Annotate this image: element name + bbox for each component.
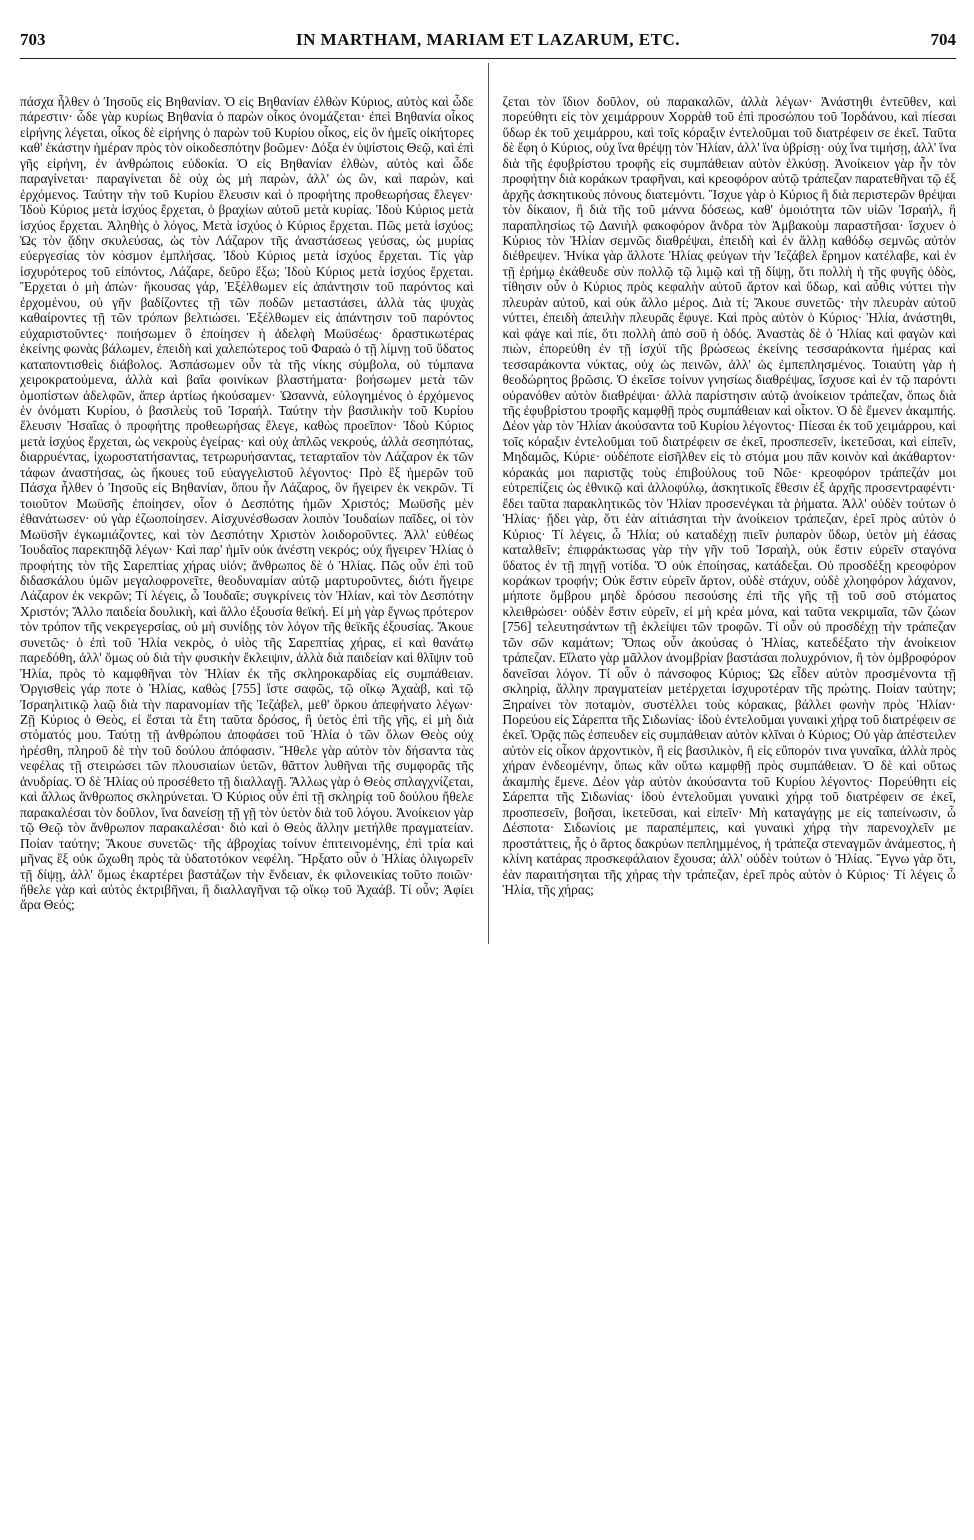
left-page-number: 703 <box>20 30 46 49</box>
right-column-text: ζεται τὸν ἴδιον δοῦλον, οὐ παρακαλῶν, ἀλλὰ λέγων· Ἀνάστηθι ἐντεῦθεν, καὶ πορεύθητι εἰς τὸν χειμάρρουν Χορρὰθ τοῦ ἐπὶ προσώπου τοῦ Ἰορδάνου, καὶ πίεσαι ὕδωρ ἐκ τοῦ χειμάρρου, καὶ τοῖς κόραξιν ἐντελοῦμαι τοῦ διατρέφειν σε ἐκεῖ. Ταῦτα δὲ ἔφη ὁ Κύριος, οὐχ ἵνα θρέψῃ τὸν Ἠλίαν, ἀλλ' ἵνα ὑβρίσῃ· οὐχ ἵνα τιμήσῃ, ἀλλ' ἵνα διὰ τῆς ἐφυβρίστου τροφῆς εἰς συμπάθειαν αὐτὸν ἑλκύσῃ. Ἀνοίκειον γὰρ ἦν τὸν προφήτην διὰ κοράκων τραφῆναι, καὶ κρεοφόρον αὐτῷ τράπεζαν παρατεθῆναι τῷ ἐξ ἀρχῆς ἀσκητικοὺς πόνους διατεμόντι. Ἴσχυε γὰρ ὁ Κύριος ἢ διὰ περιστερῶν θρέψαι τὸν δίκαιον, ἢ διὰ τῆς τοῦ μάννα δόσεως, καθ' ὁμοιότητα τῶν υἱῶν Ἰσραήλ, ἢ παραπλησίως τῷ Δανιὴλ φακοφόρον ἄνδρα τὸν Ἀμβακοὺμ παραστῆσαι· ἴσχυεν ὁ Κύριος τὸν Ἠλίαν σεμνῶς διαθρέψαι, ἐπειδὴ καὶ ἐν ἄλλῃ καθόδῳ σεμνῶς αὐτὸν διέθρεψεν. Ἡνίκα γὰρ ἄλλοτε Ἠλίας φεύγων τὴν Ἰεζάβελ ἔρημον κατέλαβε, καὶ ἐν τῇ ἐρήμῳ ἐκάθευδε σὺν πολλῷ τῷ λιμῷ καὶ τῇ δίψῃ, ὅτι πολλὴ ἡ τῆς φυγῆς ὁδὸς, τίθησιν οὖν ὁ Κύριος πρὸς κεφαλὴν αὐτοῦ ἄρτον καὶ ὕδωρ, καὶ αὖθις νύττει τὴν πλευρὰν αὐτοῦ, καὶ οὐκ ἄλλο μέρος. Διὰ τί; Ἄκουε συνετῶς· τὴν πλευρὰν αὐτοῦ νύττει, ἐπειδὴ ἀπειλὴν πλευρᾶς ἔφυγε. Καὶ πρὸς αὐτὸν ὁ Κύριος· Ἠλία, ἀνάστηθι, καὶ φάγε καὶ πίε, ὅτι πολλὴ ἀπὸ σοῦ ἡ ὁδός. Ἀναστὰς δὲ ὁ Ἠλίας καὶ φαγὼν καὶ πιὼν, ἐπορεύθη ἐν τῇ ἰσχύϊ τῆς βρώσεως ἐκείνης τεσσαράκοντα ἡμέρας καὶ τεσσαράκοντα νύκτας, οὐχ ὡς πεινῶν, ἀλλ' ὡς ἐμπεπλησμένος. Τοιαύτη γὰρ ἡ θεοδώρητος βρῶσις. Ὁ ἐκεῖσε τοίνυν γνησίως διαθρέψας, ἴσχυσε καὶ ἐν τῷ παρόντι οὐρανόθεν αὐτὸν διαθρέψαι· ἀλλὰ παρίστησιν αὐτῷ ἀνοίκειον τράπεζαν, ὅπως διὰ τῆς ἐφυβρίστου τροφῆς καμφθῇ πρὸς συμπάθειαν καὶ οἶκτον. Ὁ δὲ ἔμενεν ἀκαμπής. Δέον γὰρ τὸν Ἠλίαν ἀκούσαντα τοῦ Κυρίου λέγοντος· Πίεσαι ἐκ τοῦ χειμάρρου, καὶ τοῖς κόραξιν ἐντελοῦμαι τοῦ διατρέφειν σε ἐκεῖ, προσπεσεῖν, ἱκετεῦσαι, καὶ εἰπεῖν, Μηδαμῶς, Κύριε· οὐδέποτε εἰσῆλθεν εἰς τὸ στόμα μου πᾶν κοινὸν καὶ ἀκάθαρτον· κόρακάς μοι παριστᾷς τοὺς ἐπιβούλους τοῦ Νῶε· κρεοφόρον τράπεζάν μοι εὐτρεπίζεις ὡς ἐθνικῷ καὶ ἀλλοφύλῳ, ἀσκητικοῖς ἔθεσιν ἐξ ἀρχῆς προσεντραφέντι· ἔδει ταῦτα παρακλητικῶς τὸν Ἠλίαν προσενέγκαι τὰ ῥήματα. Ἀλλ' οὐδὲν τούτων ὁ Ἠλίας· ᾔδει γὰρ, ὅτι ἐὰν αἰτιάσηται τὴν ἀνοίκειον τράπεζαν, ἐρεῖ πρὸς αὐτὸν ὁ Κύριος· Τί λέγεις, ὦ Ἠλία; οὐ καταδέχῃ πιεῖν ῥυπαρὸν ὕδωρ, ὑετὸν μὴ ἐάσας καταλθεῖν; ἐπιφράκτωσας γὰρ τὴν γῆν τοῦ Ἰσραὴλ, οὐκ ἔστιν εὑρεῖν σταγόνα ὕδατος ἐν τῇ πηγῇ νοτίδα. Ὅ οὐκ ἐποίησας, κατάδεξαι. Οὐ προσδέξῃ κρεοφόρον κοράκων τροφήν; Οὐκ ἔστιν εὑρεῖν ἄρτον, οὐδὲ στάχυν, οὐδὲ χλοηφόρον λάχανον, μήποτε ὄμβρου μηδὲ δρόσου πεσούσης ἐπὶ τῆς γῆς τῇ τοῦ σοῦ στόματος κλειθρώσει· οὐδὲν ἔστιν εὑρεῖν, εἰ μὴ κρέα μόνα, καὶ ταῦτα νεκριμαῖα, τῶν ζώων [756] τελευτησάντων τῇ ἐκλείψει τῶν τροφῶν. Τί οὖν οὐ προσδέχῃ τὴν τράπεζαν τῶν σῶν καμάτων; Ὅπως οὖν ἀκούσας ὁ Ἠλίας, κατεδέξατο τὴν ἀνοίκειον τράπεζαν. Εἵλατο γὰρ μᾶλλον ἀνομβρίαν βαστάσαι πολυχρόνιον, ἢ τὸν ὀμβροφόρον δανεῖσαι λόγον. Τί οὖν ὁ πάνσοφος Κύριος; Ὡς εἶδεν αὐτὸν προσμένοντα τῇ σκληρίᾳ, ἄλλην πραγματείαν μετέρχεται ἰσχυροτέραν τῆς πρώτης. Ποίαν ταύτην; Ξηραίνει τὸν ποταμὸν, συστέλλει τοὺς κόρακας, βάλλει φωνὴν πρὸς Ἠλίαν· Πορεύου εἰς Σάρεπτα τῆς Σιδωνίας· ἰδοὺ ἐντελοῦμαι γυναικὶ χήρᾳ τοῦ διατρέφειν σε ἐκεῖ. Ὁρᾷς πῶς ἐσπευδεν εἰς συμπάθειαν αὐτὸν κλῖναι ὁ Κύριος; Οὐ γὰρ ἀπέστειλεν αὐτὸν εἰς οἶκον ἀρχοντικὸν, ἢ εἰς βασιλικὸν, ἢ εἰς εὔπορόν τινα γυναῖκα, ἀλλὰ πρὸς χήραν ἐνδεομένην, ὅπως κἂν οὕτω καμφθῇ πρὸς συμπάθειαν. Ὁ δὲ καὶ οὕτως ἀκαμπὴς ἔμενε. Δέον γὰρ αὐτὸν ἀκούσαντα τοῦ Κυρίου λέγοντος· Πορεύθητι εἰς Σάρεπτα τῆς Σιδωνίας· ἰδοὺ ἐντελοῦμαι γυναικὶ χήρᾳ τοῦ διατρέφειν σε ἐκεῖ, προσπεσεῖν, βοῆσαι, ἱκετεῦσαι, καὶ εἰπεῖν· Μὴ καταγάγῃς με εἰς ταπείνωσιν, ὦ Δέσποτα· Σιδωνίοις με παραπέμπεις, καὶ γυναικὶ χήρᾳ τὴν παρενοχλεῖν με προστάττεις, ἧς ὁ ἄρτος δακρύων πεπλημμένος, ἡ τράπεζα στεναγμῶν ἀνάμεστος, ἡ κλίνη κατάρας προσκεφάλαιον ἔχουσα; ἀλλ' οὐδὲν τούτων ὁ Ἠλίας. Ἔγνω γὰρ ὅτι, ἐὰν παραιτήσηται τῆς χήρας τὴν τράπεζαν, ἐρεῖ πρὸς αὐτὸν ὁ Κύριος· Τί λέγεις ὦ Ἠλία, τῆς χήρας; <box>502 93 960 898</box>
column-divider <box>488 63 489 944</box>
text-columns <box>20 63 960 944</box>
right-column <box>502 63 960 944</box>
left-column-text: πάσχα ἦλθεν ὁ Ἰησοῦς εἰς Βηθανίαν. Ὁ εἰς Βηθανίαν ἐλθὼν Κύριος, αὐτὸς καὶ ὧδε πάρεστιν· ὧδε γὰρ κυρίως Βηθανία ὁ παρὼν οἶκος ὀνομάζεται· ἐπεὶ Βηθανία οἶκος εἰρήνης λέγεται, οἶκος δὲ εἰρήνης ὁ παρὼν τοῦ Κυρίου οἶκος, εἰς ὃν ἡμεῖς οἰκήτορες καθ' ἑκάστην ἡμέραν πρὸς τὸν οἰκοδεσπότην βοῶμεν· Δόξα ἐν ὑψίστοις Θεῷ, καὶ ἐπὶ γῆς εἰρήνη, ἐν ἀνθρώποις εὐδοκία. Ὁ εἰς Βηθανίαν ἐλθὼν, αὐτὸς καὶ ὧδε παραγίνεται· παραγίνεται δὲ οὐχ ὡς μὴ παρὼν, ἀλλ' ὡς ὢν, καὶ παρὼν, καὶ ἐρχόμενος. Ταύτην τὴν τοῦ Κυρίου ἔλευσιν καὶ ὁ προφήτης προθεωρήσας ἔλεγεν· Ἰδοὺ Κύριος μετὰ ἰσχύος ἔρχεται, ὁ βραχίων αὐτοῦ μετὰ κυρίας. Ἰδοὺ Κύριος μετὰ ἰσχύος ἔρχεται. Ἀληθὴς ὁ λόγος, Μετὰ ἰσχύος ὁ Κύριος ἔρχεται. Πῶς μετὰ ἰσχύος; Ὡς τὸν ᾅδην σκυλεύσας, ὡς τὸν Λάζαρον τῆς ἀναστάσεως γεύσας, ὡς μυρίας εὐεργεσίας τὸν κόσμον ἐμπλήσας. Ἰδοὺ Κύριος μετὰ ἰσχύος ἔρχεται. Τίς γὰρ ἰσχυρότερος τοῦ εἰπόντος, Λάζαρε, δεῦρο ἔξω; Ἰδοὺ Κύριος μετὰ ἰσχύος ἔρχεται. Ἔρχεται ὁ μὴ ἀπὼν· ἤκουσας γάρ, Ἐξέλθωμεν εἰς ἀπάντησιν τοῦ παρόντος καὶ ἐρχομένου, οὐ γῆν βαδίζοντες τῇ τῶν ποδῶν μεταστάσει, ἀλλὰ τὰς ψυχὰς καθαίροντες τῇ τῶν τρόπων βελτιώσει. Ἐξέλθωμεν εἰς ἀπάντησιν τοῦ παρόντος εὐχαριστοῦντες· ποιήσωμεν ὃ ἐποίησεν ἡ ἀδελφὴ Μωϋσέως· δραστικωτέρας ἐκείνης φωνὰς βάλωμεν, ἐπειδὴ καὶ χαλεπώτερος τοῦ Φαραὼ ὁ τῇ λίμνῃ τοῦ ὕδατος καταποντισθεὶς διάβολος. Ἀσπάσωμεν οὖν τὰ τῆς νίκης σύμβολα, οὐ τύμπανα χειροκρατούμενα, ἀλλὰ καὶ βαΐα φοινίκων βλαστήματα· βοήσωμεν μετὰ τῶν ὁμοπίστων ἀδελφῶν, ἅπερ ἀρτίως ἠκούσαμεν· Ὡσαννὰ, εὐλογημένος ὁ ἐρχόμενος ἐν ὀνόματι Κυρίου, ὁ βασιλεὺς τοῦ Ἰσραήλ. Ταύτην τὴν βασιλικὴν τοῦ Κυρίου ἔλευσιν Ἠσαΐας ὁ προφήτης προθεωρήσας ἔλεγε, καθὼς προεῖπον· Ἰδοὺ Κύριος μετὰ ἰσχύος ἔρχεται, ὡς νεκροὺς ἐγείρας· καὶ οὐχ ἁπλῶς νεκρούς, ἀλλὰ σεσηπότας, διαρρυέντας, ἰχωροστατήσαντας, τετρωρυήσαντας, τεταρταῖον τὸν Λάζαρον ἐκ τῶν τάφων ἀναστήσας, ὡς ἤκουες τοῦ εὐαγγελιστοῦ λέγοντος· Πρὸ ἓξ ἡμερῶν τοῦ Πάσχα ἦλθεν ὁ Ἰησοῦς εἰς Βηθανίαν, ὅπου ἦν Λάζαρος, ὃν ἤγειρεν ἐκ νεκρῶν. Τί τοιοῦτον Μωϋσῆς ἐποίησεν, οἷον ὁ Δεσπότης ἡμῶν Χριστός; Μωϋσῆς μὲν ἐθανάτωσεν· οὐ γὰρ ἐζωοποίησεν. Αἰσχυνέσθωσαν λοιπὸν Ἰουδαίων παῖδες, οἱ τὸν Μωϋσῆν ἐγκωμιάζοντες, καὶ τὸν Δεσπότην Χριστὸν λοιδοροῦντες. Ἀλλ' εὐθέως Ἰουδαῖος παρεκπηδᾷ λέγων· Καὶ παρ' ἡμῖν οὐκ ἀνέστη νεκρός; οὐχ ἤγειρεν Ἠλίας ὁ προφήτης τὸν τῆς Σαρεπτίας χήρας υἱόν; ἄνθρωπος δὲ ὁ Ἠλίας. Πῶς οὖν ἐπὶ τοῦ διδασκάλου ὑμῶν μεγαλοφρονεῖτε, θεοδυναμίαν αὐτῷ μαρτυροῦντες, διότι ἤγειρε Λάζαρον ἐκ νεκρῶν; Τί λέγεις, ὦ Ἰουδαῖε; συγκρίνεις τὸν Ἠλίαν, καὶ τὸν Δεσπότην Χριστόν; Ἄλλο παιδεία δουλικὴ, καὶ ἄλλο ἐξουσία θεϊκή. Εἰ μὴ γὰρ ἔγνως πρότερον τὸν τρόπον τῆς νεκρεγερσίας, οὐ μὴ συνίδῃς τὸν λόγον τῆς θεϊκῆς ἐξουσίας. Ἄκουε συνετῶς· ὁ ἐπὶ τοῦ Ἠλία νεκρὸς, ὁ υἱὸς τῆς Σαρεπτίας χήρας, εἰ καὶ θανάτῳ παρεδόθη, ἀλλ' ὅμως οὐ διὰ τὴν φυσικὴν ἔκλειψιν, ἀλλὰ διὰ παιδείαν καὶ θλῖψιν τοῦ Ἠλία, πρὸς τὸ καμφθῆναι τὸν Ἠλίαν ἐκ τῆς σκληροκαρδίας εἰς συμπάθειαν. Ὀργισθεὶς γάρ ποτε ὁ Ἠλίας, καθὼς [755] ἴστε σαφῶς, τῷ οἴκῳ Ἀχαὰβ, καὶ τῷ Ἰσραηλιτικῷ λαῷ διὰ τὴν παρανομίαν τῆς Ἰεζάβελ, μεθ' ὅρκου ἀπεφήνατο λέγων· Ζῇ Κύριος ὁ Θεὸς, εἰ ἔσται τὰ ἔτη ταῦτα δρόσος, ἢ ὑετὸς ἐπὶ τῆς γῆς, εἰ μὴ διὰ στόματός μου. Ταύτῃ τῇ ἀνθρώπου ἀποφάσει τοῦ Ἠλία ὁ τῶν ὅλων Θεὸς οὐχ ἠρέσθη, πληροῦ δὲ τὴν τοῦ δούλου ἀπόφασιν. Ἤθελε γὰρ αὐτὸν τὸν δήσαντα τὰς νεφέλας τῇ στειρώσει τῶν πλουσιαίων ὑετῶν, θᾶττον λυθῆναι τῆς συμφορᾶς τῆς ἀνυδρίας. Ὁ δὲ Ἠλίας οὐ προσέθετο τῇ διαλλαγῇ. Ἄλλως γὰρ ὁ Θεὸς σπλαγχνίζεται, καὶ ἄλλως ἄνθρωπος σκληρύνεται. Ὁ Κύριος οὖν ἐπὶ τῇ σκληρίᾳ τοῦ δούλου ἤθελε παρακαλέσαι τὸν δοῦλον, ἵνα δανείσῃ τῇ γῇ τὸν ὑετὸν διὰ τοῦ λόγου. Ἀνοίκειον γὰρ τῷ Θεῷ τὸν ἄνθρωπον παρακαλέσαι· διὸ καὶ ὁ Θεὸς ἄλλην μετήλθε πραγματείαν. Ποίαν ταύτην; Ἄκουε συνετῶς· τῆς ἀβροχίας τοίνυν ἐπιτεινομένης, ἐπὶ τρία καὶ μῆνας ἓξ οὐκ ὤχωθη πρὸς τὰ ὑδατοτόκον νεφέλη. Ἤρξατο οὖν ὁ Ἠλίας ὀλιγωρεῖν τῇ δίψῃ, ἀλλ' ὅμως ἐκαρτέρει βαστάζων τὴν ἔνδειαν, ἐκ φιλονεικίας τοῦτο ποιῶν· ἤθελε γὰρ καὶ αὐτὸς ἐκτριβῆναι, ἢ διαλλαγῆναι τῷ οἴκῳ τοῦ Ἀχαάβ. Τί οὖν; Ἀφίει ἄρα Θεός; <box>20 93 477 913</box>
right-page-number: 704 <box>930 30 956 49</box>
running-title: IN MARTHAM, MARIAM ET LAZARUM, ETC. <box>296 30 680 49</box>
running-header <box>20 30 956 56</box>
header-rule <box>20 58 956 59</box>
left-column <box>20 63 477 944</box>
